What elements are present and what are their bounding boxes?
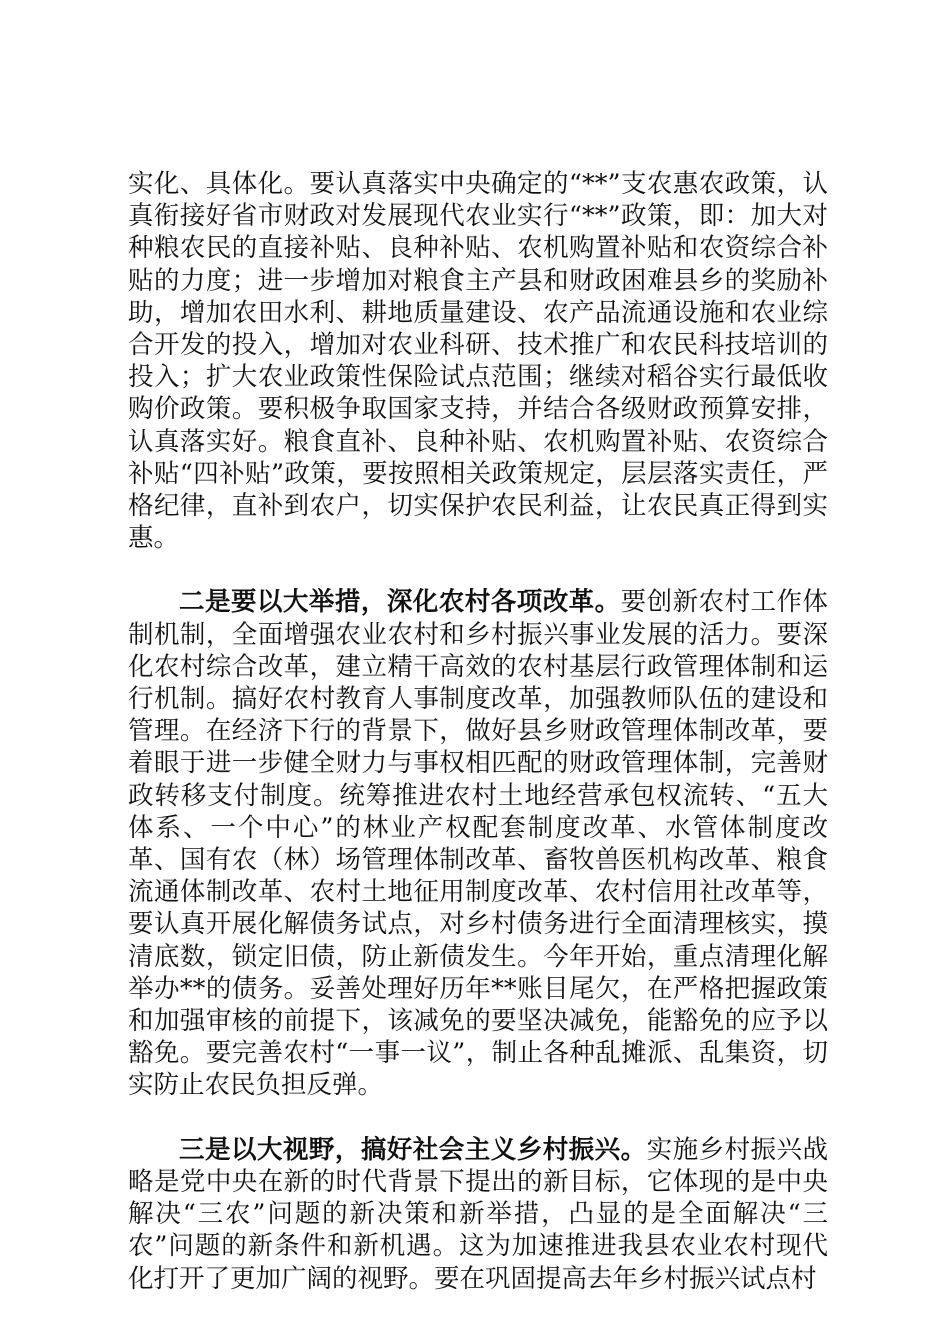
document-page — [128, 168, 828, 1295]
paragraph-heading-rural-revitalization: 三是以大视野，搞好社会主义乡村振兴。 — [179, 1134, 647, 1165]
paragraph-heading-rural-reform: 二是要以大举措，深化农村各项改革。 — [179, 587, 621, 618]
paragraph-rural-reform — [128, 586, 828, 1101]
paragraph-rural-revitalization — [128, 1134, 828, 1295]
paragraph-policy-subsidies: 实化、具体化。要认真落实中央确定的“**”支农惠农政策，认真衔接好省市财政对发展现代农业实行“**”政策，即：加大对种粮农民的直接补贴、良种补贴、农机购置补贴和农资综合补贴的力度；进一步增加对粮食主产县和财政困难县乡的奖励补助，增加农田水利、耕地质量建设、农产品流通设施和农业综合开发的投入，增加对农业科研、技术推广和农民科技培训的投入；扩大农业政策性保险试点范围；继续对稻谷实行最低收购价政策。要积极争取国家支持，并结合各级财政预算安排，认真落实好。粮食直补、良种补贴、农机购置补贴、农资综合补贴“四补贴”政策，要按照相关政策规定，层层落实责任，严格纪律，直补到农户，切实保护农民利益，让农民真正得到实惠。 — [128, 169, 828, 554]
paragraph-gap — [128, 1102, 828, 1134]
paragraph-gap — [128, 554, 828, 586]
paragraph-body-rural-revitalization: 实施乡村振兴战略是党中央在新的时代背景下提出的新目标，它体现的是中央解决“三农”问题的新决策和新举措，凸显的是全面解决“三农”问题的新条件和新机遇。这为加速推进我县农业农村现代化打开了更加广阔的视野。要在巩固提高去年乡村振兴试点村 — [128, 1134, 828, 1294]
paragraph-body-rural-reform: 要创新农村工作体制机制，全面增强农业农村和乡村振兴事业发展的活力。要深化农村综合改革，建立精干高效的农村基层行政管理体制和运行机制。搞好农村教育人事制度改革，加强教师队伍的建设和管理。在经济下行的背景下，做好县乡财政管理体制改革，要着眼于进一步健全财力与事权相匹配的财政管理体制，完善财政转移支付制度。统筹推进农村土地经营承包权流转、“五大体系、一个中心”的林业产权配套制度改革、水管体制度改革、国有农（林）场管理体制改革、畜牧兽医机构改革、粮食流通体制改革、农村土地征用制度改革、农村信用社改革等，要认真开展化解债务试点，对乡村债务进行全面清理核实，摸清底数，锁定旧债，防止新债发生。今年开始，重点清理化解举办**的债务。妥善处理好历年**账目尾欠，在严格把握政策和加强审核的前提下，该减免的要坚决减免，能豁免的应予以豁免。要完善农村“一事一议”，制止各种乱摊派、乱集资，切实防止农民负担反弹。 — [128, 587, 828, 1101]
